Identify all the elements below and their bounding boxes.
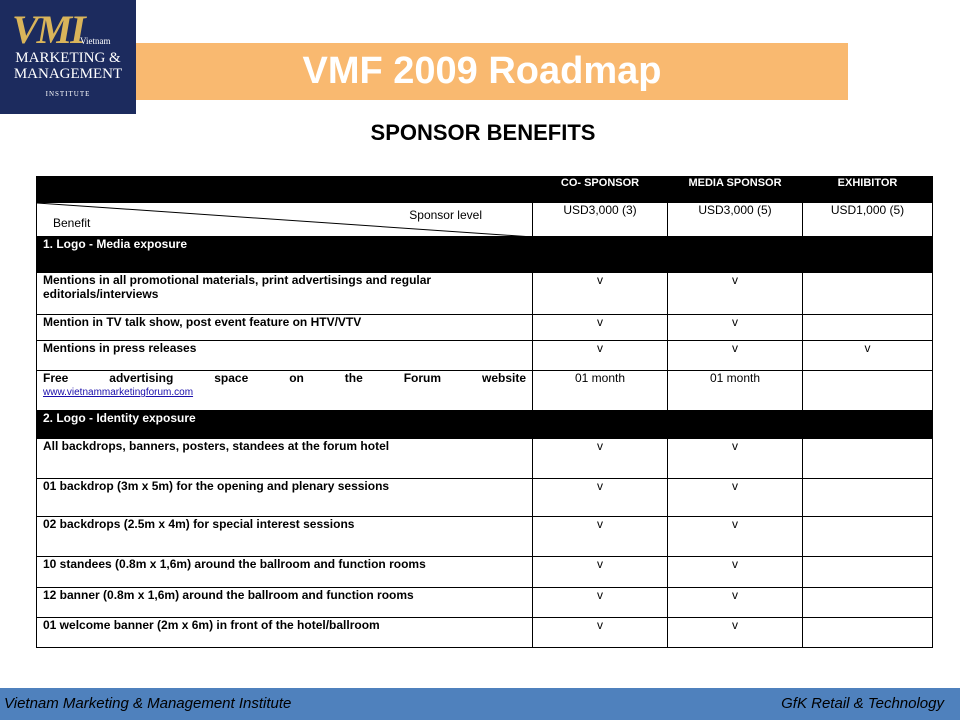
table-row (37, 479, 933, 517)
price-media-sponsor: USD3,000 (5) (668, 203, 803, 237)
benefit-cell: 02 backdrops (2.5m x 4m) for special interest sessions (37, 517, 533, 557)
exhibitor-cell (803, 273, 933, 315)
title-bar (136, 43, 848, 100)
footer-bar (0, 688, 960, 720)
price-row (37, 203, 933, 237)
logo-country: Vietnam (80, 36, 111, 46)
benefit-cell: 01 welcome banner (2m x 6m) in front of the hotel/ballroom (37, 618, 533, 648)
exhibitor-cell (803, 439, 933, 479)
co-sponsor-cell: v (533, 479, 668, 517)
co-sponsor-cell: v (533, 618, 668, 648)
co-sponsor-cell: v (533, 588, 668, 618)
benefit-cell: 01 backdrop (3m x 5m) for the opening and plenary sessions (37, 479, 533, 517)
logo-line3: INSTITUTE (45, 90, 91, 98)
price-exhibitor: USD1,000 (5) (803, 203, 933, 237)
vmi-logo (0, 0, 136, 114)
media-sponsor-cell: v (668, 618, 803, 648)
header-media-sponsor: MEDIA SPONSOR (668, 177, 803, 203)
header-blank (37, 177, 533, 203)
benefit-cell: All backdrops, banners, posters, standees at the forum hotel (37, 439, 533, 479)
footer-left: Vietnam Marketing & Management Institute (4, 695, 292, 712)
price-co-sponsor: USD3,000 (3) (533, 203, 668, 237)
footer-right: GfK Retail & Technology (781, 695, 944, 712)
exhibitor-cell (803, 517, 933, 557)
co-sponsor-cell: v (533, 341, 668, 371)
media-sponsor-cell: v (668, 315, 803, 341)
benefit-cell: 10 standees (0.8m x 1,6m) around the ballroom and function rooms (37, 557, 533, 588)
table-row (37, 273, 933, 315)
exhibitor-cell (803, 557, 933, 588)
section-title: 2. Logo - Identity exposure (37, 411, 933, 439)
media-sponsor-cell: v (668, 557, 803, 588)
table-row (37, 315, 933, 341)
page-subtitle: SPONSOR BENEFITS (370, 120, 596, 145)
benefit-cell: Mentions in press releases (37, 341, 533, 371)
logo-line2: MANAGEMENT (13, 66, 123, 82)
exhibitor-cell (803, 588, 933, 618)
logo-mark: VMI (12, 7, 84, 52)
media-sponsor-cell: v (668, 517, 803, 557)
table-row (37, 588, 933, 618)
co-sponsor-cell: v (533, 517, 668, 557)
table-row (37, 557, 933, 588)
table-row (37, 618, 933, 648)
benefit-text: Free advertising space on the Forum website (43, 371, 526, 385)
logo-line1: MARKETING & (15, 50, 121, 66)
table-row (37, 341, 933, 371)
media-sponsor-cell: v (668, 479, 803, 517)
section-row (37, 411, 933, 439)
co-sponsor-cell: 01 month (533, 371, 668, 411)
co-sponsor-cell: v (533, 273, 668, 315)
benefit-cell: Mentions in all promotional materials, print advertisings and regular editorials/interviews (37, 273, 533, 315)
media-sponsor-cell: v (668, 341, 803, 371)
co-sponsor-cell: v (533, 557, 668, 588)
exhibitor-cell: v (803, 341, 933, 371)
diagonal-header-cell (37, 203, 533, 237)
exhibitor-cell (803, 315, 933, 341)
exhibitor-cell (803, 618, 933, 648)
exhibitor-cell (803, 479, 933, 517)
media-sponsor-cell: 01 month (668, 371, 803, 411)
header-row (37, 177, 933, 203)
benefit-cell: Mention in TV talk show, post event feature on HTV/VTV (37, 315, 533, 341)
forum-website-link[interactable]: www.vietnammarketingforum.com (43, 387, 194, 398)
page-title: VMF 2009 Roadmap (302, 50, 662, 92)
table-row (37, 371, 933, 411)
benefit-cell: 12 banner (0.8m x 1,6m) around the ballroom and function rooms (37, 588, 533, 618)
co-sponsor-cell: v (533, 439, 668, 479)
co-sponsor-cell: v (533, 315, 668, 341)
header-co-sponsor: CO- SPONSOR (533, 177, 668, 203)
exhibitor-cell (803, 371, 933, 411)
media-sponsor-cell: v (668, 273, 803, 315)
media-sponsor-cell: v (668, 588, 803, 618)
section-row (37, 237, 933, 273)
table-row (37, 439, 933, 479)
benefit-cell (37, 371, 533, 411)
sponsor-benefits-table (36, 176, 933, 648)
header-exhibitor: EXHIBITOR (803, 177, 933, 203)
section-title: 1. Logo - Media exposure (37, 237, 933, 273)
sponsor-level-label: Sponsor level (409, 208, 482, 222)
benefit-label: Benefit (53, 216, 91, 230)
media-sponsor-cell: v (668, 439, 803, 479)
table-row (37, 517, 933, 557)
